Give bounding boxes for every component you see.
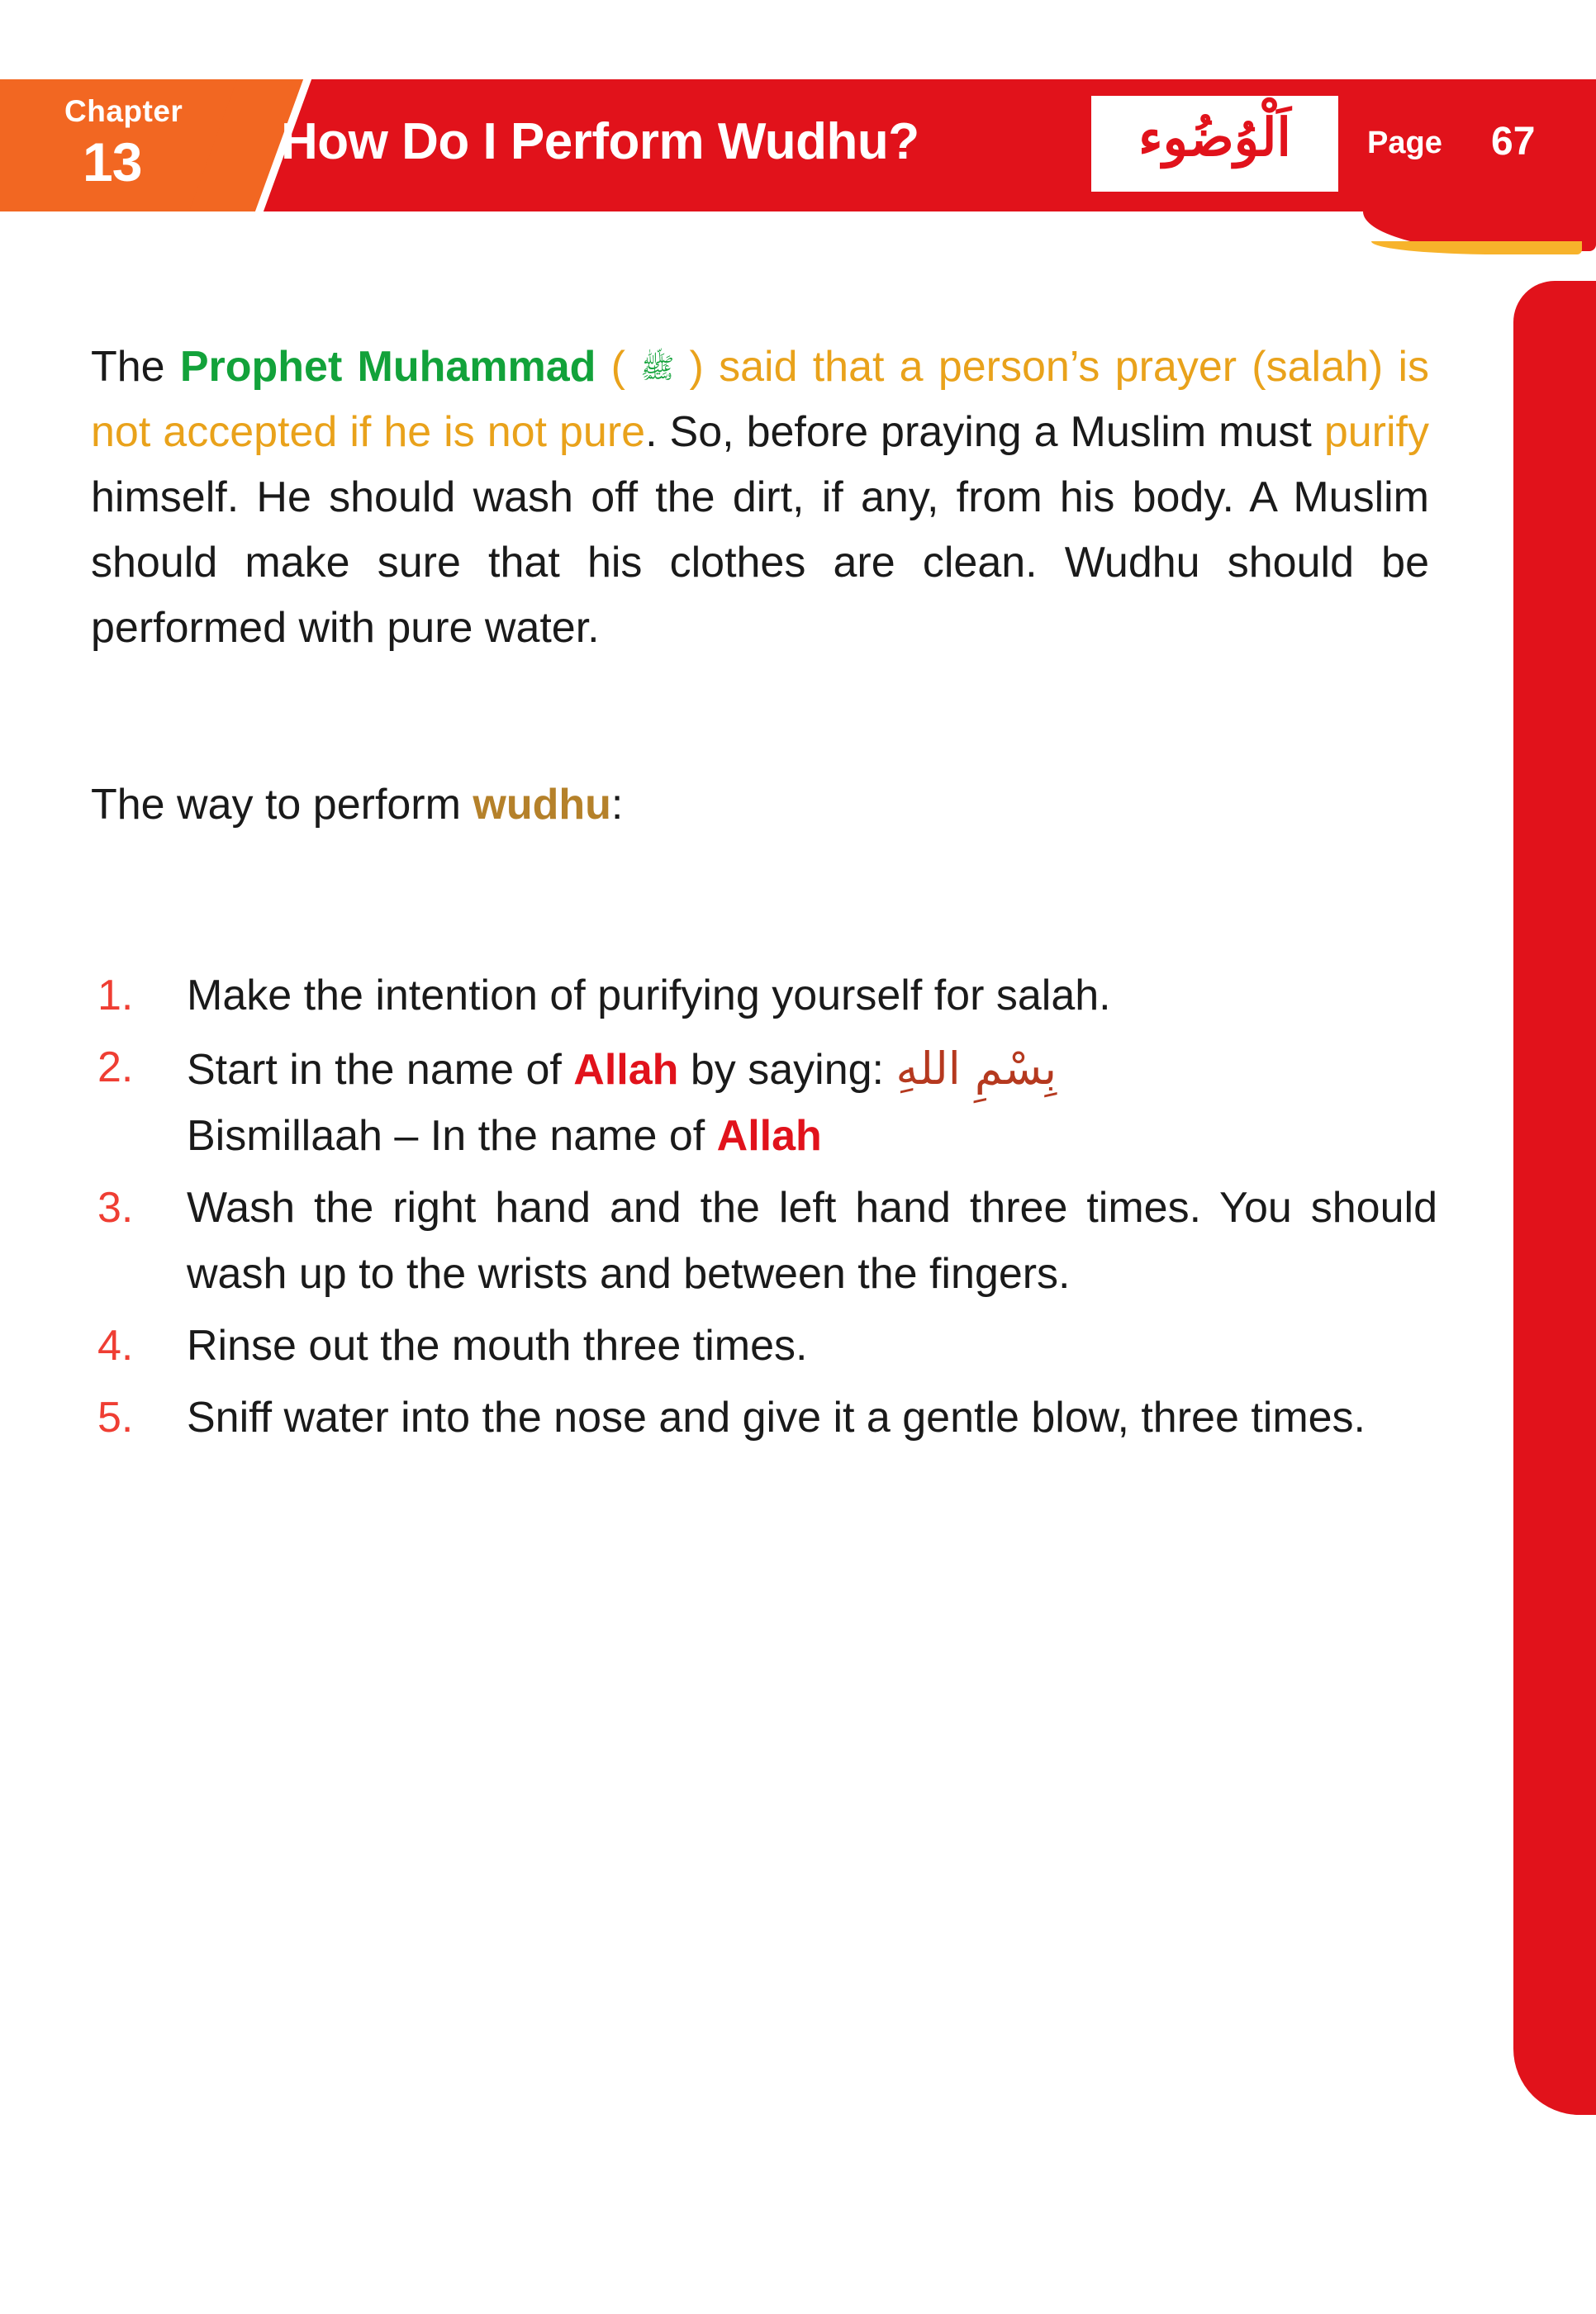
allah-word: Allah [573,1045,679,1094]
intro-part1: The [91,343,180,391]
arabic-title: اَلْوُضُوء [1138,109,1291,167]
step-text: Sniff water into the nose and give it a gentle blow, three times. [187,1393,1366,1442]
open-paren: ( [596,343,641,391]
chapter-label: Chapter [64,94,183,128]
page-content [91,335,1446,1442]
page-number: 67 [1491,120,1536,164]
page-title: How Do I Perform Wudhu? [281,113,919,170]
allah-word: Allah [716,1112,822,1161]
step2-before: Start in the name of [187,1045,574,1094]
lead-in-part1: The way to perform [91,781,473,829]
step-text [187,1034,1437,1170]
intro-highlight: said that a person’s prayer (salah) is not accepted if he is not pure [91,343,1430,457]
list-item [91,962,1437,1029]
page-label: Page [1367,126,1442,160]
lead-in-part2: : [610,781,624,829]
step-text: Make the intention of purifying yourself for salah. [187,972,1111,1019]
step2-mid: by saying: [678,1045,896,1094]
step-number: 1. [97,972,134,1019]
list-item [91,1313,1437,1380]
page-header [0,79,1596,211]
step-number: 4. [97,1322,134,1371]
step-number: 3. [97,1183,134,1232]
step-text: Wash the right hand and the left hand three times. You should wash up to the wrists and between the fingers. [187,1183,1437,1299]
purify-word: purify [1323,408,1429,457]
step-number: 5. [97,1393,134,1442]
wudhu-lead-in [91,772,623,838]
list-item [91,1034,1437,1170]
bismillah-arabic: بِسْمِ اللهِ [895,1042,1057,1095]
wudhu-steps-list [91,962,1437,1456]
intro-part4: himself. He should wash off the dirt, if any, from his body. A Muslim should make sure that his clothes are clean. Wudhu should be performed with pure water. [91,473,1429,653]
chapter-number: 13 [83,131,142,192]
prophet-name: Prophet Muhammad [179,343,596,391]
step2-after: Bismillaah – In the name of [187,1112,717,1161]
book-shadow-accent [1371,241,1582,254]
wudhu-word: wudhu [473,781,611,829]
pbuh-glyph-icon: ﷺ [640,352,675,385]
intro-paragraph [91,335,1429,661]
arabic-title-box [1089,93,1341,194]
book-decoration [1363,79,1596,245]
intro-part3: . So, before praying a Muslim must [645,408,1324,457]
step-number: 2. [97,1043,134,1091]
step-text: Rinse out the mouth three times. [187,1322,808,1371]
close-paren: ) [674,343,720,391]
right-side-bar-decoration [1513,281,1596,2115]
list-item [91,1385,1437,1452]
list-item [91,1175,1437,1308]
